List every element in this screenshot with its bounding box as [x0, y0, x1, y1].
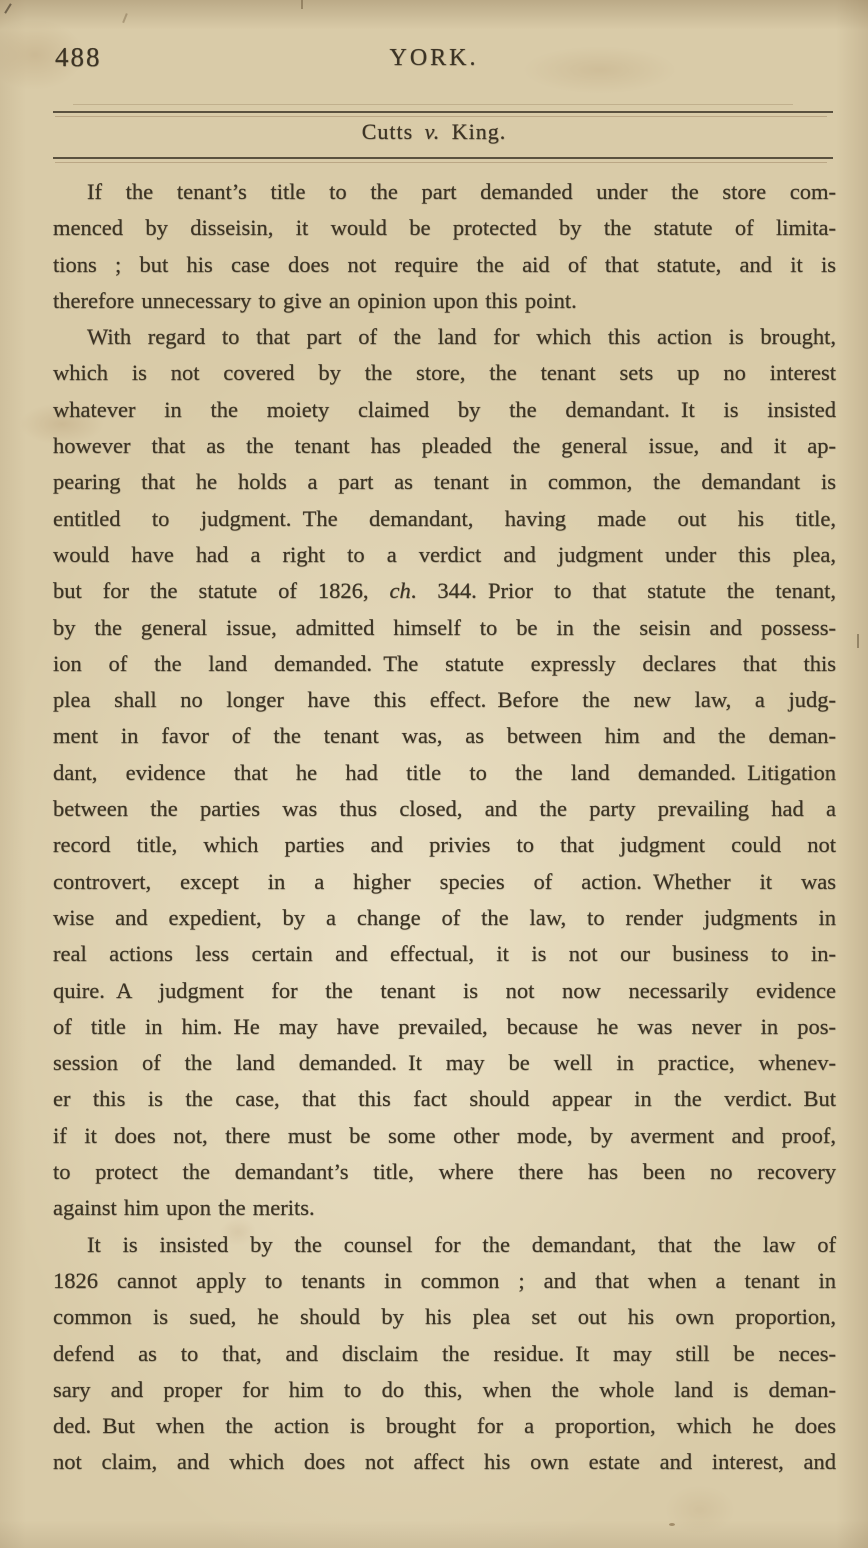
- scan-mark-checkmark: [4, 3, 12, 13]
- running-title: YORK.: [389, 45, 479, 71]
- text-line: [53, 174, 836, 210]
- scan-mark-speck: [669, 1523, 675, 1526]
- text-segment: If the tenant’s title to the part demanded under the store com-: [87, 179, 836, 204]
- text-line: [53, 1154, 836, 1190]
- text-line: [53, 1336, 836, 1372]
- paragraph: [53, 1227, 836, 1481]
- paragraph: [53, 174, 836, 319]
- text-segment: pearing that he holds a part as tenant in common, the demandant is: [53, 469, 836, 495]
- text-line: [53, 464, 836, 500]
- text-line: [53, 1263, 836, 1299]
- text-segment: however that as the tenant has pleaded the general issue, and it ap-: [53, 433, 836, 459]
- text-segment: menced by disseisin, it would be protected by the statute of limita-: [53, 215, 836, 241]
- text-line: [53, 1118, 836, 1154]
- text-segment: wise and expedient, by a change of the law, to render judgments in: [53, 904, 836, 930]
- text-segment: by the general issue, admitted himself to be in the seisin and possess-: [53, 614, 836, 640]
- text-segment: 1826 cannot apply to tenants in common ; and that when a tenant in: [53, 1267, 836, 1293]
- text-segment: sary and proper for him to do this, when the whole land is deman-: [53, 1376, 836, 1402]
- text-segment: . 344. Prior to that statute the tenant,: [410, 578, 837, 604]
- text-line: [53, 428, 836, 464]
- text-segment: With regard to that part of the land for which this action is brought,: [87, 324, 836, 350]
- page-number: 488: [55, 42, 102, 72]
- text-line: [53, 1190, 836, 1226]
- text-segment: dant, evidence that he had title to the land demanded. Litigation: [53, 759, 836, 785]
- text-line: [53, 718, 836, 754]
- text-line: [53, 1372, 836, 1408]
- text-line: [53, 1009, 836, 1045]
- text-line: [53, 283, 836, 319]
- text-line: [53, 210, 836, 246]
- text-line: [53, 392, 836, 428]
- text-line: [53, 864, 836, 900]
- text-segment: tions ; but his case does not require the aid of that statute, and it is: [53, 251, 836, 277]
- text-line: [53, 355, 836, 391]
- text-segment: ion of the land demanded. The statute expressly declares that this: [53, 650, 836, 676]
- text-line: [53, 646, 836, 682]
- text-line: [53, 537, 836, 573]
- text-line: [53, 573, 836, 609]
- case-title: [0, 119, 868, 145]
- text-segment: of title in him. He may have prevailed, because he was never in pos-: [53, 1013, 836, 1039]
- body-text: [53, 174, 836, 1481]
- case-versus: v.: [424, 119, 441, 144]
- text-line: [53, 900, 836, 936]
- text-segment: ment in favor of the tenant was, as between him and the deman-: [53, 723, 836, 749]
- text-line: [53, 973, 836, 1009]
- text-line: [53, 755, 836, 791]
- text-line: [53, 247, 836, 283]
- text-line: [53, 1081, 836, 1117]
- text-segment: session of the land demanded. It may be well in practice, whenev-: [53, 1050, 836, 1076]
- text-segment: entitled to judgment. The demandant, having made out his title,: [53, 505, 836, 531]
- text-segment: would have had a right to a verdict and judgment under this plea,: [53, 541, 836, 567]
- text-segment: plea shall no longer have this effect. Before the new law, a judg-: [53, 687, 836, 713]
- text-line: [53, 682, 836, 718]
- text-segment: It is insisted by the counsel for the demandant, that the law of: [87, 1231, 836, 1257]
- text-line: [53, 1444, 836, 1480]
- text-segment: to protect the demandant’s title, where there has been no recovery: [53, 1159, 836, 1185]
- scan-mark-slash: [122, 13, 127, 23]
- text-line: [53, 791, 836, 827]
- text-line: [53, 1408, 836, 1444]
- text-line: [53, 610, 836, 646]
- text-segment: er this is the case, that this fact should appear in the verdict. But: [53, 1086, 836, 1112]
- text-segment-italic: ch: [389, 578, 411, 604]
- paragraph: [53, 319, 836, 1226]
- text-line: [53, 827, 836, 863]
- text-segment: ded. But when the action is brought for a proportion, which he does: [53, 1413, 836, 1439]
- text-segment: record title, which parties and privies to that judgment could not: [53, 832, 836, 858]
- text-line: [53, 1045, 836, 1081]
- scan-mark-edge-tick: [857, 634, 859, 648]
- text-line: [53, 936, 836, 972]
- text-segment: therefore unnecessary to give an opinion upon this point.: [53, 287, 577, 313]
- text-segment: but for the statute of 1826,: [53, 578, 390, 604]
- text-line: [53, 319, 836, 355]
- text-line: [53, 1299, 836, 1335]
- case-defendant: King.: [451, 119, 507, 144]
- text-segment: real actions less certain and effectual, it is not our business to in-: [53, 941, 836, 967]
- case-plaintiff: Cutts: [361, 119, 414, 144]
- text-line: [53, 1227, 836, 1263]
- text-segment: against him upon the merits.: [53, 1195, 315, 1221]
- text-segment: quire. A judgment for the tenant is not now necessarily evidence: [53, 977, 836, 1003]
- text-segment: which is not covered by the store, the tenant sets up no interest: [53, 360, 836, 386]
- text-segment: between the parties was thus closed, and the party prevailing had a: [53, 796, 836, 822]
- text-segment: controvert, except in a higher species of action. Whether it was: [53, 868, 836, 894]
- text-segment: if it does not, there must be some other mode, by averment and proof,: [53, 1122, 836, 1148]
- divider-rule-bottom: [53, 157, 833, 159]
- text-segment: not claim, and which does not affect his own estate and interest, and: [53, 1449, 836, 1475]
- text-line: [53, 501, 836, 537]
- text-segment: defend as to that, and disclaim the residue. It may still be neces-: [53, 1340, 836, 1366]
- text-segment: whatever in the moiety claimed by the demandant. It is insisted: [53, 396, 836, 422]
- divider-rule-top: [53, 111, 833, 113]
- scan-mark-hairline: [301, 0, 303, 9]
- text-segment: common is sued, he should by his plea set out his own proportion,: [53, 1304, 836, 1330]
